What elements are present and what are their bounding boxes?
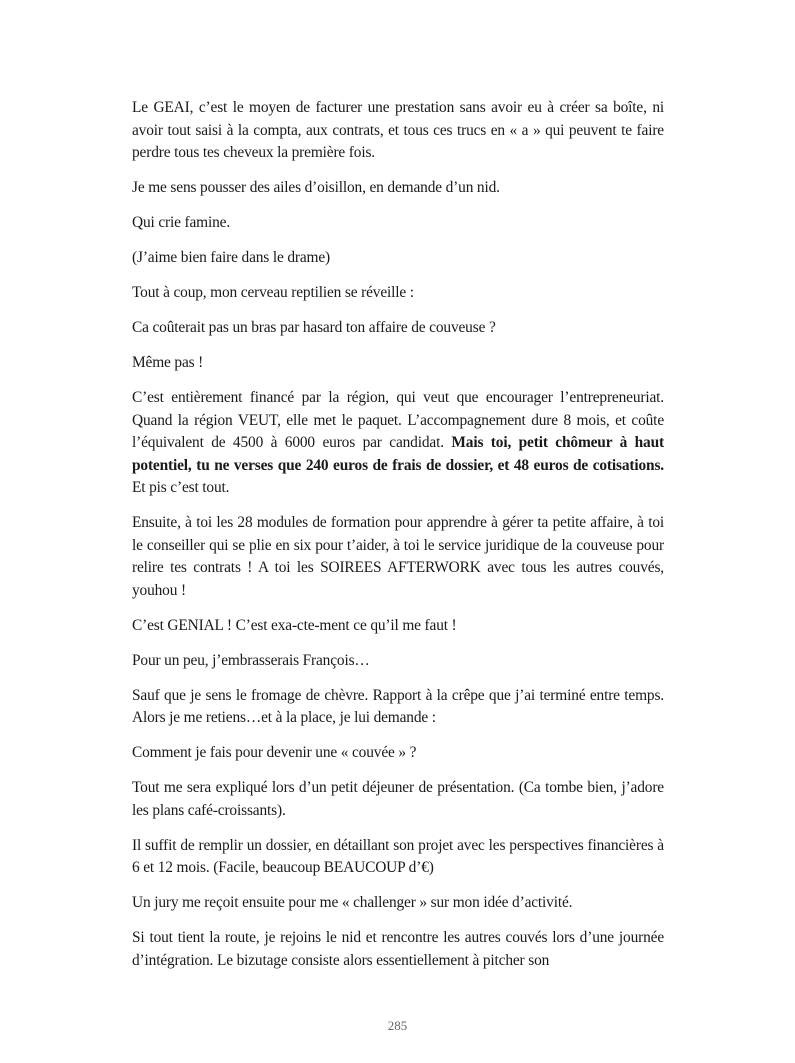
paragraph-francois: Pour un peu, j’embrasserais François… (132, 651, 370, 669)
paragraph-fromage: Sauf que je sens le fromage de chèvre. Rapport à la crêpe que j’ai terminé entre temps. Alors je me retiens…et à la place, je lui demande : (132, 686, 664, 726)
paragraph-financement (132, 387, 664, 500)
paragraph-geai: Le GEAI, c’est le moyen de facturer une prestation sans avoir eu à créer sa boîte, ni avoir tout saisi à la compta, aux contrats, et tous ces trucs en « a » qui peuvent te faire perdre tous tes cheveux la première fois. (132, 99, 664, 161)
paragraph-financement-before: C’est entièrement financé par la région, qui veut que encourager l’entrepreneuriat. Quand la région VEUT, elle met le paquet. L’accompagnement dure 8 mois, et coûte l’équivalent de 4500 à 6000 euros par candidat. (132, 389, 664, 451)
paragraph-dejeuner: Tout me sera expliqué lors d’un petit déjeuner de présentation. (Ca tombe bien, j’adore les plans café-croissants). (132, 779, 664, 819)
paragraph-integration: Si tout tient la route, je rejoins le nid et rencontre les autres couvés lors d’une journée d’intégration. Le bizutage consiste alors essentiellement à pitcher son (132, 929, 664, 969)
paragraph-genial: C’est GENIAL ! C’est exa-cte-ment ce qu’il me faut ! (132, 616, 457, 634)
paragraph-dossier: Il suffit de remplir un dossier, en détaillant son projet avec les perspectives financières à 6 et 12 mois. (Facile, beaucoup BEAUCOUP d’€) (132, 836, 664, 876)
paragraph-financement-after: Et pis c’est tout. (132, 479, 230, 496)
paragraph-drame: (J’aime bien faire dans le drame) (132, 249, 331, 266)
page-body (132, 97, 664, 985)
page-number: 285 (387, 1018, 408, 1033)
paragraph-financement-bold: Mais toi, petit chômeur à haut potentiel, tu ne verses que 240 euros de frais de dossier, et 48 euros de cotisations. (132, 434, 664, 474)
paragraph-jury: Un jury me reçoit ensuite pour me « challenger » sur mon idée d’activité. (132, 894, 573, 911)
paragraph-question-cout: Ca coûterait pas un bras par hasard ton affaire de couveuse ? (132, 319, 496, 336)
paragraph-meme-pas: Même pas ! (132, 354, 204, 371)
paragraph-modules: Ensuite, à toi les 28 modules de formation pour apprendre à gérer ta petite affaire, à toi le conseiller qui se plie en six pour t’aider, à toi le service juridique de la couveuse pour relire tes contrats ! A toi les SOIREES AFTERWORK avec tous les autres couvés, youhou ! (132, 514, 664, 599)
paragraph-ailes: Je me sens pousser des ailes d’oisillon, en demande d’un nid. (132, 179, 500, 196)
paragraph-cerveau: Tout à coup, mon cerveau reptilien se réveille : (132, 284, 414, 301)
paragraph-famine: Qui crie famine. (132, 214, 231, 231)
paragraph-couvee: Comment je fais pour devenir une « couvée » ? (132, 744, 417, 761)
